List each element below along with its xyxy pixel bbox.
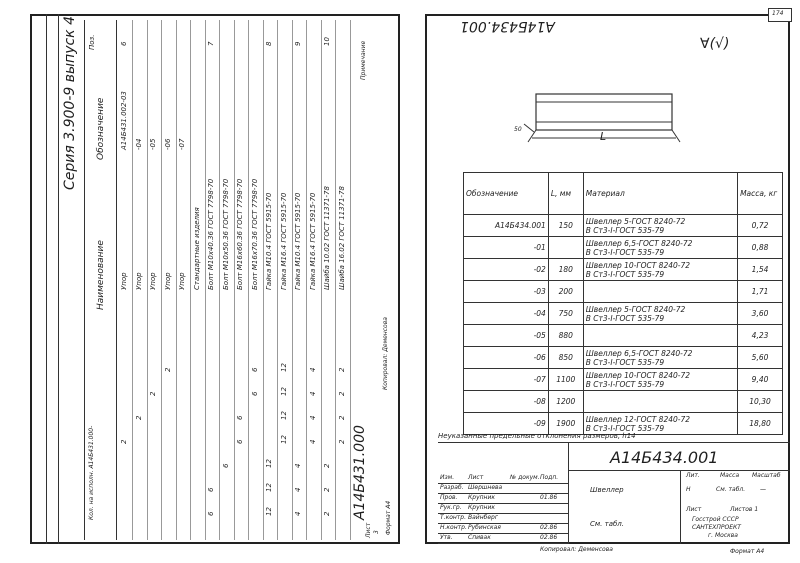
part-name: Швеллер — [590, 486, 624, 494]
row-name: Шайба 10.02 ГОСТ 11371-78 — [323, 186, 331, 290]
row-oboz: A14Б431.002-03 — [120, 91, 128, 150]
row-name: Упор — [163, 272, 172, 290]
material-row — [464, 215, 783, 237]
row-line — [161, 20, 162, 540]
listov-label: Листов 1 — [730, 506, 759, 513]
row-name: Гайка М16.4 ГОСТ 5915-70 — [308, 192, 317, 290]
row-qty: 4 — [308, 391, 317, 396]
row-qty: 6 — [221, 463, 230, 468]
stamp-role: Н.контр. — [440, 524, 467, 531]
material-line-a: Швеллер 6,5-ГОСТ 8240-72 — [585, 238, 693, 248]
row-pos: 7 — [207, 41, 215, 46]
row-line — [132, 20, 133, 540]
row-name: Болт М16х60.36 ГОСТ 7798-70 — [236, 178, 244, 290]
row-qty: 12 — [265, 459, 273, 468]
cell-oboz: -03 — [464, 281, 549, 303]
row-pos: 9 — [294, 41, 302, 46]
title-code: A14Б434.001 — [610, 448, 719, 467]
cell-mass: 0,88 — [738, 237, 783, 259]
cell-L: 1100 — [548, 369, 583, 391]
stamp-name: Вайнберг — [468, 514, 498, 521]
material-line-a: Швеллер 6,5-ГОСТ 8240-72 — [585, 348, 693, 358]
top-code: A14Б434.001 — [460, 18, 555, 34]
row-oboz: -07 — [178, 138, 186, 150]
stamp-date: 02.86 — [540, 534, 558, 541]
cell-L: 880 — [548, 325, 583, 347]
material-line-b: В Ст3-I-ГОСТ 535-79 — [585, 225, 665, 235]
stamp-role: Разраб. — [440, 484, 464, 491]
material-row — [464, 369, 783, 391]
cell-oboz: -05 — [464, 325, 549, 347]
row-line — [234, 20, 235, 540]
material-line-b: В Ст3-I-ГОСТ 535-79 — [585, 269, 665, 279]
cell-oboz: -01 — [464, 237, 549, 259]
row-qty: 6 — [236, 415, 244, 420]
cell-mass: 1,54 — [738, 259, 783, 281]
row-qty: 6 — [250, 367, 259, 372]
col-L: L, мм — [548, 173, 583, 215]
stamp-divider — [46, 14, 47, 544]
roughness-mark: ∀(√) — [700, 36, 730, 52]
row-line — [263, 20, 264, 540]
row-qty: 4 — [308, 415, 317, 420]
col-mass: Масса, кг — [738, 173, 783, 215]
cell-oboz: -04 — [464, 303, 549, 325]
stamp-date: Подп. — [540, 474, 559, 481]
lit-label: Лит. — [686, 472, 700, 479]
org-3: г. Москва — [708, 532, 738, 539]
row-line — [277, 20, 278, 540]
header-pos: Поз. — [88, 34, 96, 50]
material-cell — [583, 259, 737, 281]
stamp-line — [438, 543, 568, 544]
stamp-role: Т.контр. — [440, 514, 467, 521]
row-pos: 8 — [265, 41, 273, 46]
stamp-name: Крупник — [468, 504, 495, 511]
channel-drawing — [520, 80, 700, 150]
cell-L: 200 — [548, 281, 583, 303]
row-name: Упор — [149, 272, 157, 290]
row-qty: 12 — [279, 435, 288, 444]
dimension-50: 50 — [514, 126, 522, 133]
cell-mass: 18,80 — [738, 413, 783, 435]
sheet-label: Лист — [365, 522, 372, 538]
row-qty: 2 — [337, 439, 346, 444]
material-row — [464, 391, 783, 413]
row-qty: 2 — [337, 415, 346, 420]
material-cell — [583, 303, 737, 325]
row-name: Болт М10х40.36 ГОСТ 7798-70 — [207, 178, 215, 290]
row-line — [350, 20, 351, 540]
copied-by: Копировал: Деменсова — [382, 317, 389, 390]
row-qty: 4 — [294, 463, 302, 468]
stamp-role: Утв. — [440, 534, 453, 541]
header-note: Примечание — [360, 40, 367, 80]
material-ref: См. табл. — [590, 520, 625, 528]
row-name: Стандартные изделия — [192, 207, 201, 290]
row-line — [292, 20, 293, 540]
row-qty: 2 — [337, 391, 346, 396]
material-line-a: Швеллер 12-ГОСТ 8240-72 — [585, 414, 691, 424]
material-line-b: В Ст3-I-ГОСТ 535-79 — [585, 357, 665, 367]
material-row — [464, 281, 783, 303]
row-line — [335, 20, 336, 540]
org-2: САНТЕХПРОЕКТ — [692, 524, 741, 531]
cell-oboz: A14Б434.001 — [464, 215, 549, 237]
row-pos: 10 — [323, 37, 331, 46]
stamp-name: Лист — [468, 474, 484, 481]
cell-L: 180 — [548, 259, 583, 281]
material-line-a: Швеллер 5-ГОСТ 8240-72 — [585, 216, 686, 226]
page-number-box: 174 — [768, 8, 792, 22]
header-oboz: Обозначение — [96, 97, 106, 160]
row-line — [176, 20, 177, 540]
row-name: Гайка М10.4 ГОСТ 5915-70 — [265, 192, 273, 290]
material-line-b: В Ст3-I-ГОСТ 535-79 — [585, 247, 665, 257]
material-line-a: Швеллер 5-ГОСТ 8240-72 — [585, 304, 686, 314]
format-label: Формат A4 — [385, 500, 392, 535]
cell-oboz: -08 — [464, 391, 549, 413]
material-cell — [583, 237, 737, 259]
cell-mass: 9,40 — [738, 369, 783, 391]
series-title: Серия 3.900-9 выпуск 4 — [62, 16, 78, 190]
row-qty: 12 — [265, 483, 273, 492]
org-1: Госстрой СССР — [692, 516, 739, 523]
cell-L: 850 — [548, 347, 583, 369]
masshtab-label: Масштаб — [752, 472, 781, 479]
row-line — [219, 20, 220, 540]
row-oboz: -04 — [134, 138, 143, 150]
material-row — [464, 259, 783, 281]
header-kol: Кол. на исполн. A14Б431.000- — [88, 425, 95, 520]
lit-value: Н — [686, 486, 691, 493]
material-line-a: Швеллер 10-ГОСТ 8240-72 — [585, 260, 691, 270]
row-qty: 2 — [323, 511, 331, 516]
cell-L: 150 — [548, 215, 583, 237]
cell-mass: 1,71 — [738, 281, 783, 303]
row-line — [190, 20, 191, 540]
copied-by-right: Копировал: Деменсова — [540, 546, 613, 553]
left-sheet-rotated — [60, 16, 398, 540]
material-row — [464, 347, 783, 369]
material-row — [464, 303, 783, 325]
cell-L: 750 — [548, 303, 583, 325]
stamp-role: Пров. — [440, 494, 458, 501]
material-cell — [583, 325, 737, 347]
row-qty: 6 — [207, 511, 215, 516]
row-name: Шайба 16.02 ГОСТ 11371-78 — [337, 186, 346, 290]
row-oboz: -05 — [149, 138, 157, 150]
dimension-L: L — [600, 130, 607, 143]
row-name: Упор — [178, 272, 186, 290]
stamp-role: Изм. — [440, 474, 455, 481]
stamp-name: Шершнева — [468, 484, 503, 491]
stamp-date: 01.86 — [540, 494, 558, 501]
cell-mass: 10,30 — [738, 391, 783, 413]
massa-label: Масса — [720, 472, 740, 479]
massa-value: См. табл. — [716, 486, 746, 493]
row-qty: 4 — [308, 367, 317, 372]
row-qty: 12 — [279, 387, 288, 396]
list-label: Лист — [686, 506, 702, 513]
material-cell — [583, 347, 737, 369]
tolerance-note: Неуказанные предельные отклонения размеров, h14 — [438, 432, 636, 440]
masshtab-value: — — [760, 486, 766, 493]
material-line-b: В Ст3-I-ГОСТ 535-79 — [585, 379, 665, 389]
row-line — [205, 20, 206, 540]
row-name: Гайка М10.4 ГОСТ 5915-70 — [294, 192, 302, 290]
row-line — [321, 20, 322, 540]
doc-code: A14Б431.000 — [352, 425, 368, 520]
material-cell — [583, 391, 737, 413]
row-qty: 2 — [163, 367, 172, 372]
row-qty: 6 — [236, 439, 244, 444]
stamp-divider — [58, 14, 59, 544]
cell-L — [548, 237, 583, 259]
stamp-date: 02.86 — [540, 524, 558, 531]
row-qty: 12 — [279, 411, 288, 420]
row-name: Упор — [134, 272, 143, 290]
cell-L: 1200 — [548, 391, 583, 413]
cell-L: 1900 — [548, 413, 583, 435]
cell-oboz: -07 — [464, 369, 549, 391]
material-line-a: Швеллер 10-ГОСТ 8240-72 — [585, 370, 691, 380]
cell-oboz: -06 — [464, 347, 549, 369]
header-naimen: Наименование — [96, 240, 106, 310]
row-qty: 2 — [134, 415, 143, 420]
row-qty: 4 — [294, 511, 302, 516]
cell-oboz: -09 — [464, 413, 549, 435]
stamp-role: Рук.гр. — [440, 504, 462, 511]
material-row — [464, 237, 783, 259]
stamp-name: Рубинская — [468, 524, 501, 531]
cell-oboz: -02 — [464, 259, 549, 281]
material-line-b: В Ст3-I-ГОСТ 535-79 — [585, 313, 665, 323]
material-cell — [583, 215, 737, 237]
col-material: Материал — [583, 173, 737, 215]
row-line — [147, 20, 148, 540]
row-oboz: -06 — [163, 138, 172, 150]
row-line — [306, 20, 307, 540]
stamp-name: Спивак — [468, 534, 491, 541]
format-right: Формат A4 — [730, 548, 765, 555]
row-qty: 2 — [149, 391, 157, 396]
material-table — [463, 172, 783, 435]
row-qty: 6 — [250, 391, 259, 396]
material-cell — [583, 281, 737, 303]
row-qty: 2 — [323, 463, 331, 468]
row-pos: 6 — [120, 41, 128, 46]
row-name: Болт М16х70.36 ГОСТ 7798-70 — [250, 178, 259, 290]
row-name: Упор — [120, 272, 128, 290]
row-qty: 12 — [279, 363, 288, 372]
row-qty: 12 — [265, 507, 273, 516]
cell-mass: 3,60 — [738, 303, 783, 325]
sheet-number: 3 — [373, 530, 380, 534]
material-line-b: В Ст3-I-ГОСТ 535-79 — [585, 423, 665, 433]
stamp-name: Крупник — [468, 494, 495, 501]
row-qty: 2 — [120, 439, 128, 444]
row-name: Гайка М16.4 ГОСТ 5915-70 — [279, 192, 288, 290]
row-qty: 6 — [207, 487, 215, 492]
row-name: Болт М10х50.36 ГОСТ 7798-70 — [221, 178, 230, 290]
material-cell — [583, 369, 737, 391]
row-line — [248, 20, 249, 540]
cell-mass: 5,60 — [738, 347, 783, 369]
row-qty: 2 — [323, 487, 331, 492]
cell-mass: 4,23 — [738, 325, 783, 347]
row-qty: 4 — [294, 487, 302, 492]
row-qty: 2 — [337, 367, 346, 372]
material-row — [464, 325, 783, 347]
stamp-sign: № докум. — [510, 474, 540, 481]
row-qty: 4 — [308, 439, 317, 444]
cell-mass: 0,72 — [738, 215, 783, 237]
col-oboz: Обозначение — [464, 173, 549, 215]
